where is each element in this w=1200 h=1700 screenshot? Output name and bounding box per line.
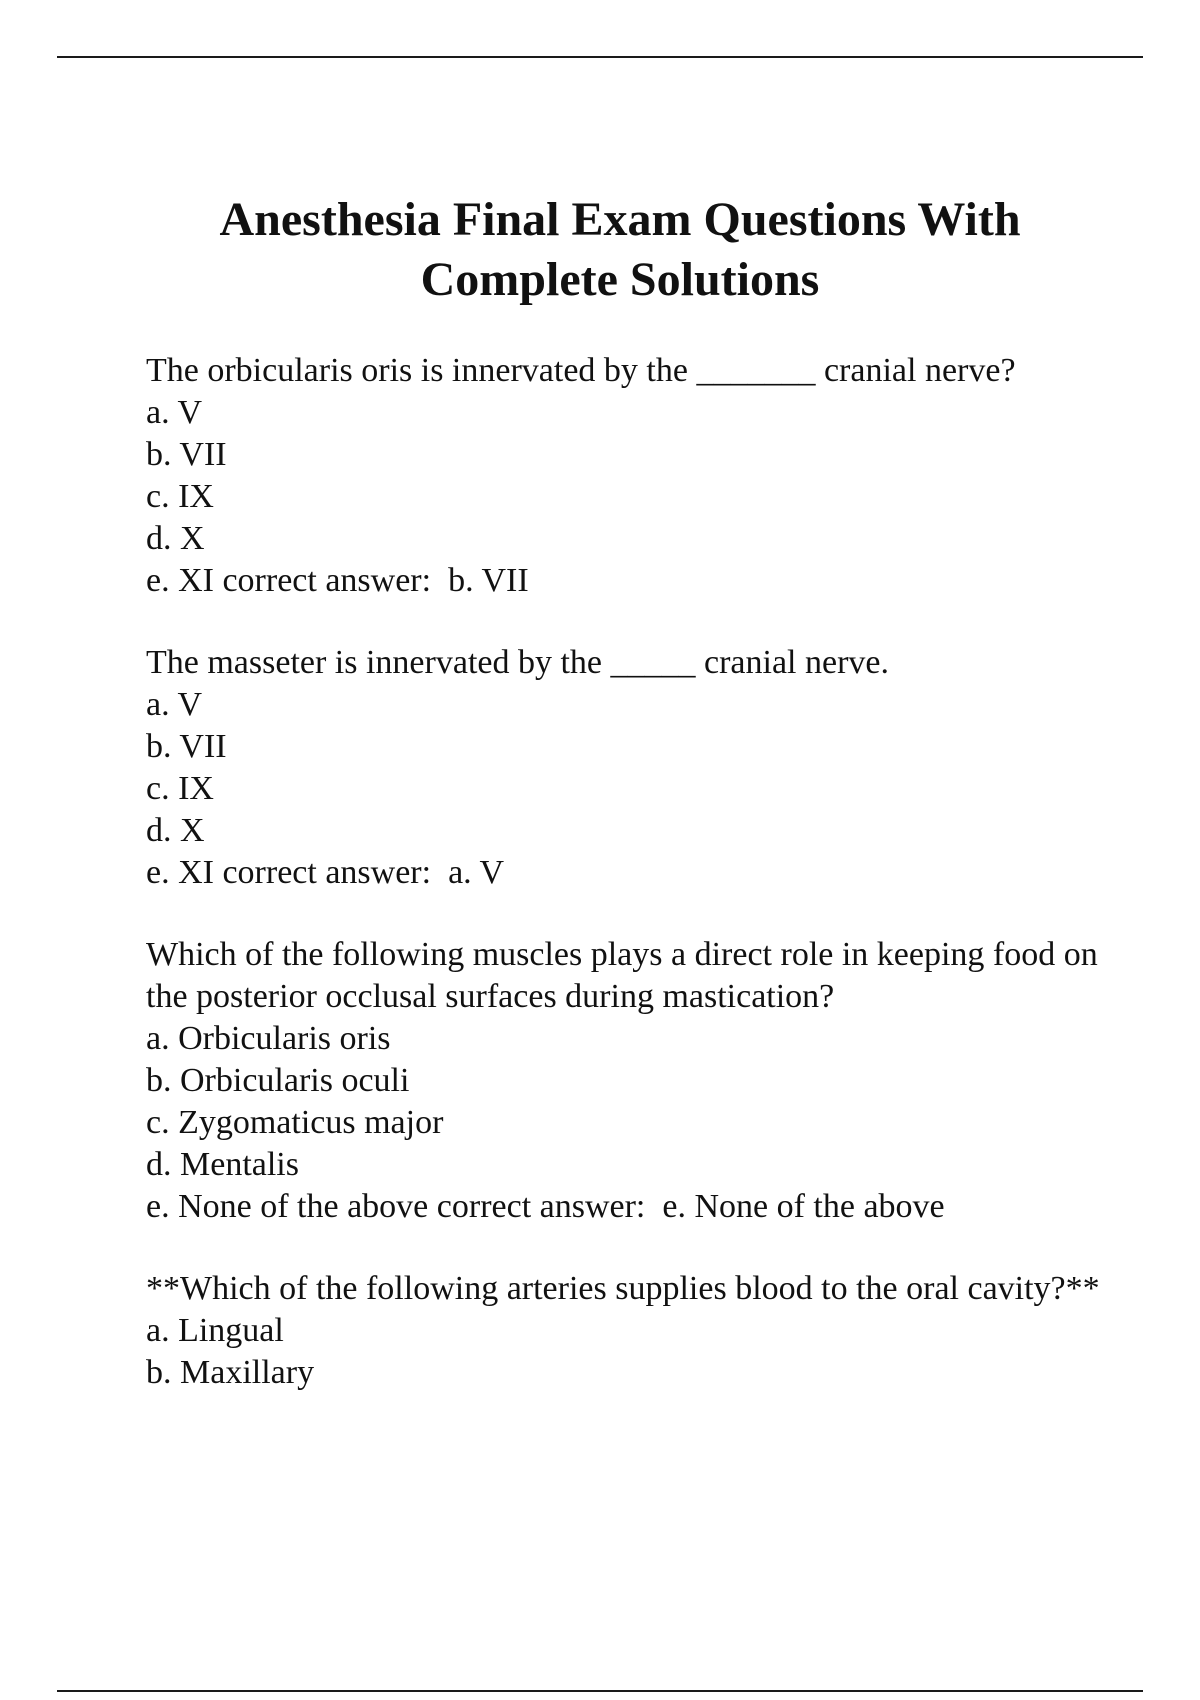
question-1-text: The orbicularis oris is innervated by the _______ cranial nerve? <box>146 352 1016 389</box>
question-4-option-b: b. Maxillary <box>146 1354 315 1391</box>
question-3-option-b: b. Orbicularis oculi <box>146 1062 410 1099</box>
footer-rule <box>57 1690 1143 1692</box>
question-1-option-a: a. V <box>146 394 203 431</box>
question-list <box>146 350 1146 1434</box>
document-title <box>100 190 1140 310</box>
question-3-option-d: d. Mentalis <box>146 1146 299 1183</box>
title-line-1: Anesthesia Final Exam Questions With <box>219 193 1021 246</box>
question-2-text: The masseter is innervated by the _____ cranial nerve. <box>146 644 890 681</box>
title-line-2: Complete Solutions <box>420 253 820 306</box>
question-3 <box>146 934 1146 1228</box>
question-2-option-a: a. V <box>146 686 203 723</box>
question-1-option-e-answer: e. XI correct answer: b. VII <box>146 562 529 599</box>
question-2-option-d: d. X <box>146 812 205 849</box>
question-4 <box>146 1268 1146 1394</box>
question-1-option-c: c. IX <box>146 478 214 515</box>
question-4-option-a: a. Lingual <box>146 1312 284 1349</box>
question-1-option-b: b. VII <box>146 436 227 473</box>
question-2-option-e-answer: e. XI correct answer: a. V <box>146 854 505 891</box>
question-3-option-a: a. Orbicularis oris <box>146 1020 391 1057</box>
question-3-option-c: c. Zygomaticus major <box>146 1104 444 1141</box>
question-2 <box>146 642 1146 894</box>
question-2-option-b: b. VII <box>146 728 227 765</box>
header-rule <box>57 56 1143 58</box>
question-4-text: **Which of the following arteries supplies blood to the oral cavity?** <box>146 1270 1100 1307</box>
question-2-option-c: c. IX <box>146 770 214 807</box>
question-1-option-d: d. X <box>146 520 205 557</box>
question-3-option-e-answer: e. None of the above correct answer: e. None of the above <box>146 1188 945 1225</box>
question-1 <box>146 350 1146 602</box>
question-3-text: Which of the following muscles plays a direct role in keeping food on the posterior occlusal surfaces during mastication? <box>146 936 1107 1015</box>
